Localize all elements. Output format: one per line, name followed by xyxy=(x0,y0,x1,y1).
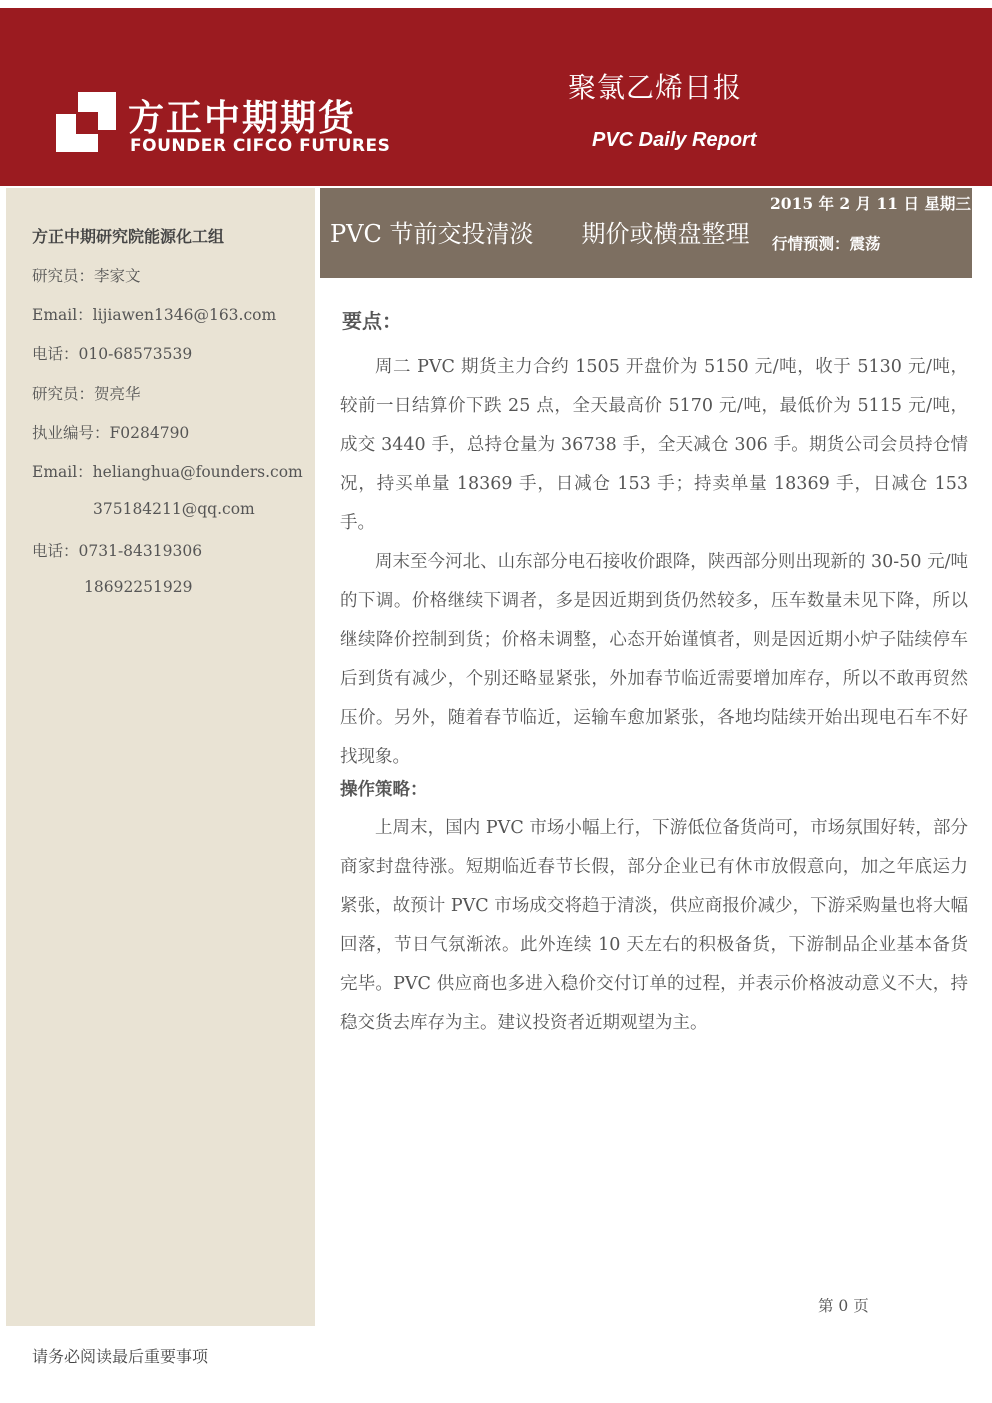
page-number: 第 0 页 xyxy=(818,1297,869,1315)
disclaimer-note: 请务必阅读最后重要事项 xyxy=(32,1347,209,1366)
sidebar-line: 电话：010-68573539 xyxy=(32,345,193,363)
market-forecast: 行情预测：震荡 xyxy=(772,234,881,253)
contact-sidebar xyxy=(6,188,315,1326)
paragraph: 周二 PVC 期货主力合约 1505 开盘价为 5150 元/吨，收于 5130 元/吨，较前一日结算价下跌 25 点，全天最高价 5170 元/吨，最低价为 5115 元/吨，成交 3440 手，总持仓量为 36738 手，全天减仓 306 手。期货公司会员持仓情况，持买单量 18369 手，日减仓 153 手；持卖单量 18369 手，日减仓 153 手。 xyxy=(340,357,968,533)
report-header xyxy=(0,8,992,186)
sidebar-line: 研究员：李家文 xyxy=(32,267,141,285)
sidebar-line: 研究员：贺亮华 xyxy=(32,385,141,403)
report-title-en: PVC Daily Report xyxy=(592,129,757,151)
paragraph: 上周末，国内 PVC 市场小幅上行，下游低位备货尚可，市场氛围好转，部分商家封盘待涨。短期临近春节长假，部分企业已有休市放假意向，加之年底运力紧张，故预计 PVC 市场成交将趋于清淡，供应商报价减少，下游采购量也将大幅回落，节日气氛渐浓。此外连续 10 天左右的积极备货，下游制品企业基本备货完毕。PVC 供应商也多进入稳价交付订单的过程，并表示价格波动意义不大，持稳交货去库存为主。建议投资者近期观望为主。 xyxy=(340,818,968,1033)
report-date: 2015 年 2 月 11 日 星期三 xyxy=(770,194,971,213)
top-margin xyxy=(0,0,992,8)
sidebar-line: Email：lijiawen1346@163.com xyxy=(32,306,277,324)
sidebar-line: 执业编号：F0284790 xyxy=(32,424,190,442)
company-name-cn: 方正中期期货 xyxy=(128,98,357,139)
research-group: 方正中期研究院能源化工组 xyxy=(32,227,225,246)
sidebar-line: 电话：0731-84319306 xyxy=(32,542,203,560)
report-body xyxy=(340,305,968,1043)
paragraph: 周末至今河北、山东部分电石接收价跟降，陕西部分则出现新的 30-50 元/吨的下调。价格继续下调者，多是因近期到货仍然较多，压车数量未见下降，所以继续降价控制到货；价格未调整，心态开始谨慎者，则是因近期小炉子陆续停车后到货有减少，个别还略显紧张，外加春节临近需要增加库存，所以不敢再贸然压价。另外，随着春节临近，运输车愈加紧张，各地均陆续开始出现电石车不好找现象。 xyxy=(340,552,968,767)
report-title-cn: 聚氯乙烯日报 xyxy=(568,71,743,104)
company-name-en: FOUNDER CIFCO FUTURES xyxy=(130,136,391,156)
article-title: PVC 节前交投清淡 期价或横盘整理 xyxy=(330,220,750,248)
company-logo-icon xyxy=(56,92,116,152)
key-points-heading: 要点： xyxy=(342,309,402,333)
sidebar-line: Email：helianghua@founders.com xyxy=(32,463,303,481)
strategy-heading: 操作策略： xyxy=(340,780,428,800)
sidebar-line: 18692251929 xyxy=(84,578,193,596)
sidebar-line: 375184211@qq.com xyxy=(93,500,255,518)
